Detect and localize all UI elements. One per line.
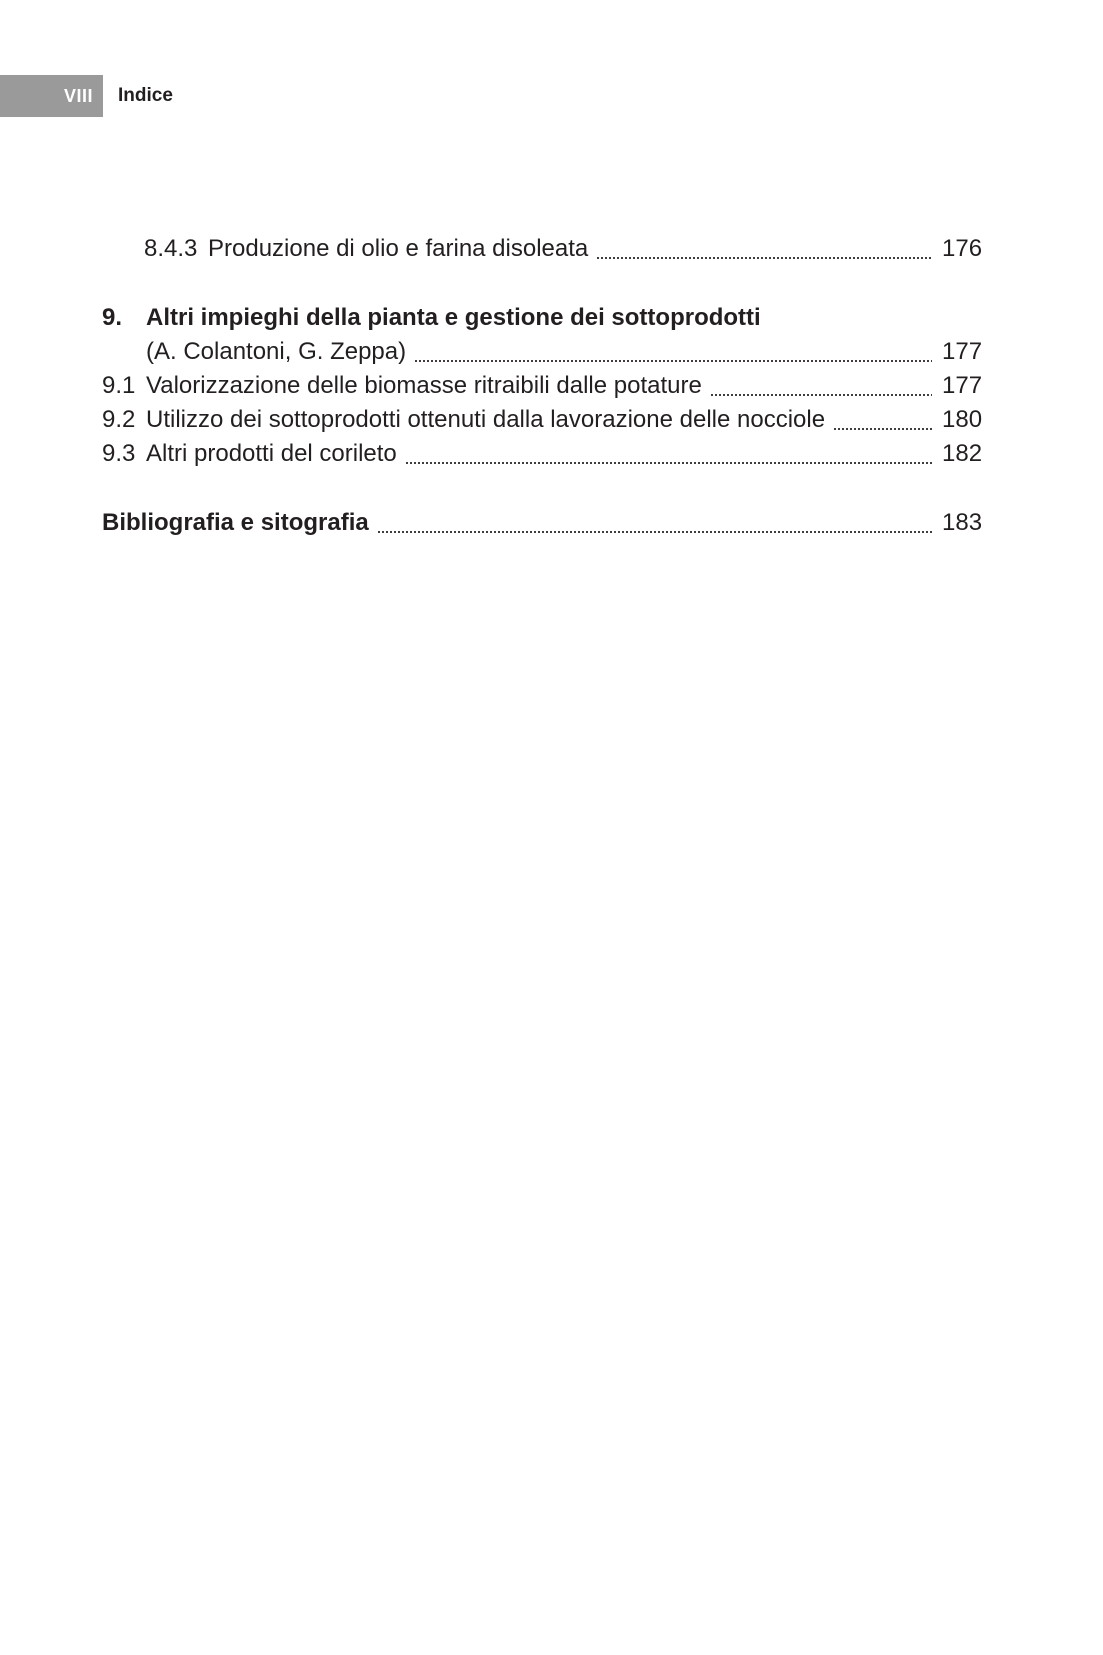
toc-entry-title: Valorizzazione delle biomasse ritraibili dalle potature	[146, 372, 702, 399]
running-title: Indice	[118, 85, 173, 106]
dot-leader	[596, 232, 932, 266]
toc-chapter-9-heading[interactable]	[102, 301, 982, 335]
toc-chapter-9-authors[interactable]	[146, 335, 982, 369]
toc-entry-number: 9.2	[102, 406, 136, 433]
toc-chapter-title: Altri impieghi della pianta e gestione dei sottoprodotti	[146, 304, 761, 331]
dot-leader	[833, 403, 932, 437]
toc-entry-page: 180	[942, 406, 983, 433]
toc-entry-bibliography[interactable]	[102, 506, 982, 540]
toc-entry-page: 182	[942, 440, 983, 467]
toc-entry-8-4-3[interactable]	[144, 232, 982, 266]
toc-entry-number: 9.3	[102, 440, 136, 467]
toc-entry-title: Utilizzo dei sottoprodotti ottenuti dalla lavorazione delle nocciole	[146, 406, 826, 433]
toc-entry-number: 9.1	[102, 372, 136, 399]
dot-leader	[414, 335, 932, 369]
toc-entry-9-2[interactable]	[102, 403, 982, 437]
dot-leader	[405, 437, 932, 471]
toc-entry-number: 8.4.3	[144, 235, 198, 262]
toc-entry-page: 177	[942, 372, 983, 399]
running-header	[0, 75, 173, 117]
dot-leader	[377, 506, 932, 540]
toc-entry-title: Bibliografia e sitografia	[102, 509, 369, 536]
toc-chapter-authors: (A. Colantoni, G. Zeppa)	[146, 338, 407, 365]
page-number-tab: VIII	[0, 75, 103, 117]
toc-entry-title: Altri prodotti del corileto	[146, 440, 397, 467]
toc-entry-page: 183	[942, 509, 983, 536]
toc-entry-page: 176	[942, 235, 983, 262]
dot-leader	[710, 369, 932, 403]
toc-chapter-number: 9.	[102, 304, 123, 331]
toc-entry-9-1[interactable]	[102, 369, 982, 403]
toc-entry-page: 177	[942, 338, 983, 365]
toc-entry-9-3[interactable]	[102, 437, 982, 471]
toc-entry-title: Produzione di olio e farina disoleata	[208, 235, 589, 262]
